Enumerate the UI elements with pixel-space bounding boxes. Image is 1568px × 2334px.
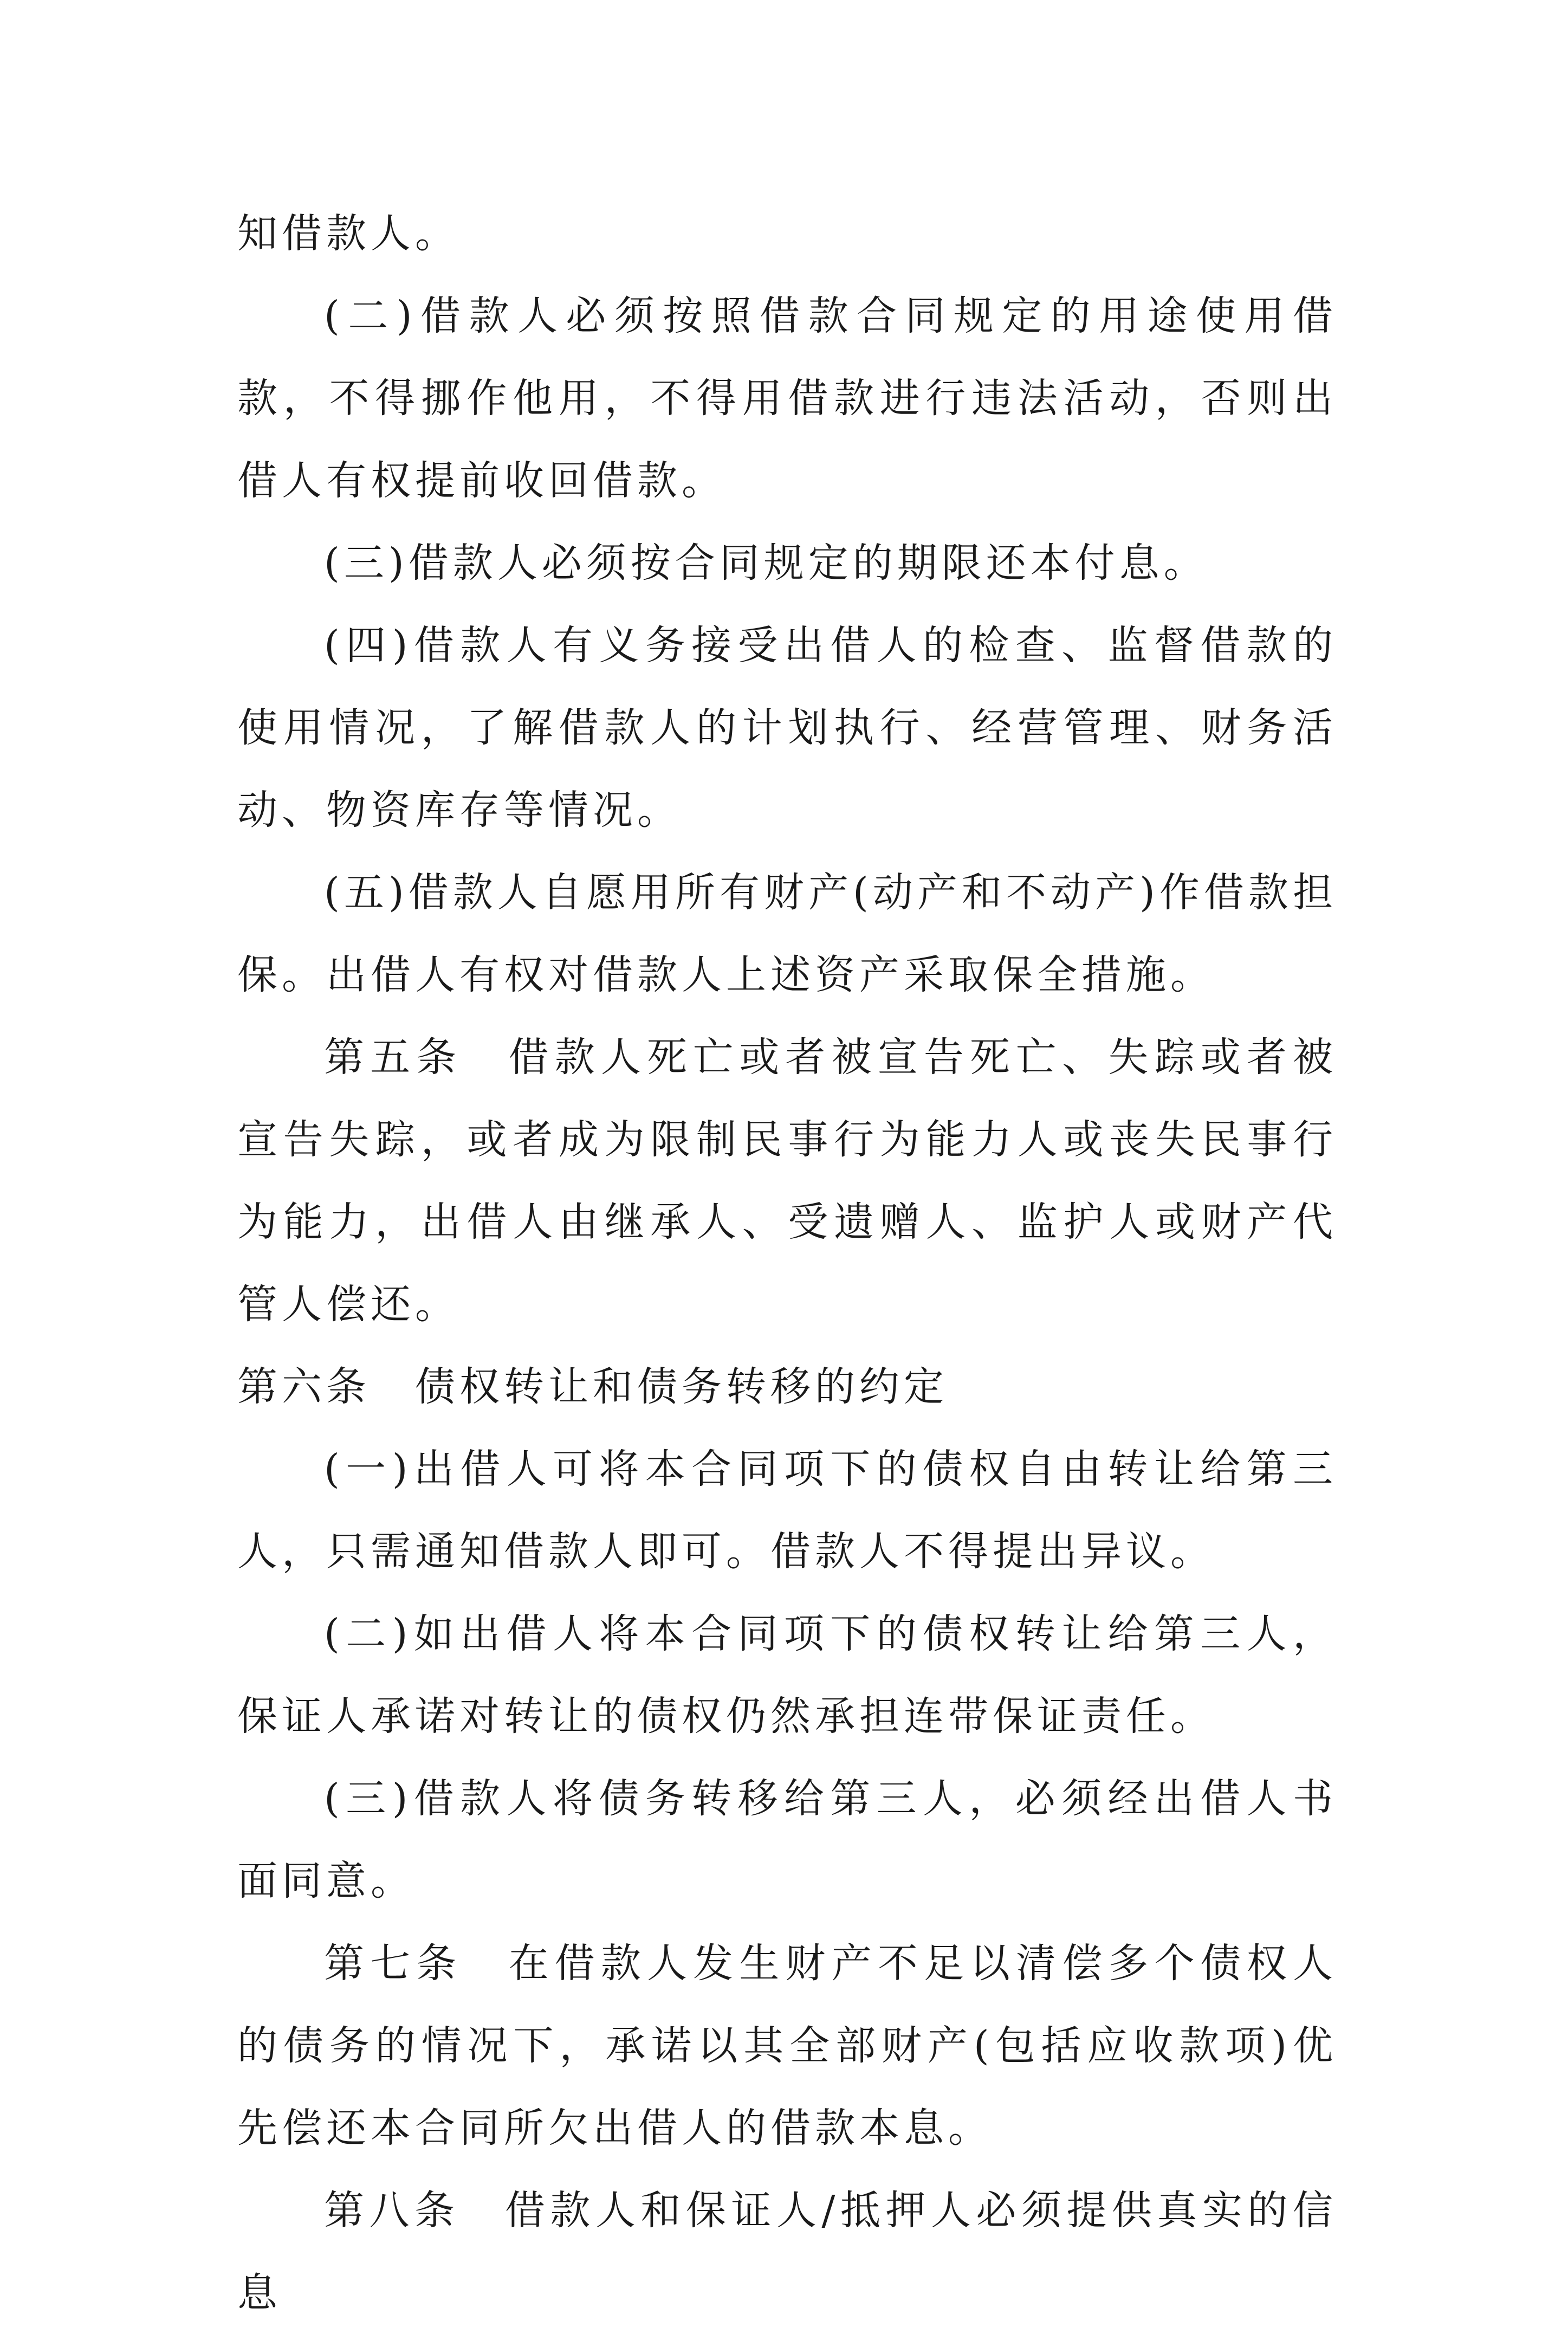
paragraph-article-6-clause-1: (一)出借人可将本合同项下的债权自由转让给第三人，只需通知借款人即可。借款人不得提出异议。 — [237, 1446, 1337, 1575]
paragraph-article-7: 第七条 在借款人发生财产不足以清偿多个债权人的债务的情况下，承诺以其全部财产(包括应收款项)优先偿还本合同所欠出借人的借款本息。 — [237, 1940, 1337, 2151]
paragraph-clause-5: (五)借款人自愿用所有财产(动产和不动产)作借款担保。出借人有权对借款人上述资产采取保全措施。 — [237, 869, 1337, 998]
document-body — [237, 192, 1337, 2334]
paragraph-clause-2: (二)借款人必须按照借款合同规定的用途使用借款，不得挪作他用，不得用借款进行违法活动，否则出借人有权提前收回借款。 — [237, 293, 1337, 504]
paragraph-clause-4: (四)借款人有义务接受出借人的检查、监督借款的使用情况，了解借款人的计划执行、经营管理、财务活动、物资库存等情况。 — [237, 622, 1337, 833]
paragraph-article-8: 第八条 借款人和保证人/抵押人必须提供真实的信息 — [237, 2187, 1337, 2316]
paragraph-article-5: 第五条 借款人死亡或者被宣告死亡、失踪或者被宣告失踪，或者成为限制民事行为能力人或丧失民事行为能力，出借人由继承人、受遗赠人、监护人或财产代管人偿还。 — [237, 1034, 1337, 1328]
paragraph-article-6-clause-3: (三)借款人将债务转移给第三人，必须经出借人书面同意。 — [237, 1775, 1337, 1904]
heading-article-6: 第六条 债权转让和债务转移的约定 — [237, 1363, 948, 1410]
paragraph-clause-3: (三)借款人必须按合同规定的期限还本付息。 — [324, 540, 1208, 586]
paragraph-article-6-clause-2: (二)如出借人将本合同项下的债权转让给第三人，保证人承诺对转让的债权仍然承担连带保证责任。 — [237, 1611, 1337, 1740]
paragraph-continuation: 知借款人。 — [237, 210, 459, 257]
